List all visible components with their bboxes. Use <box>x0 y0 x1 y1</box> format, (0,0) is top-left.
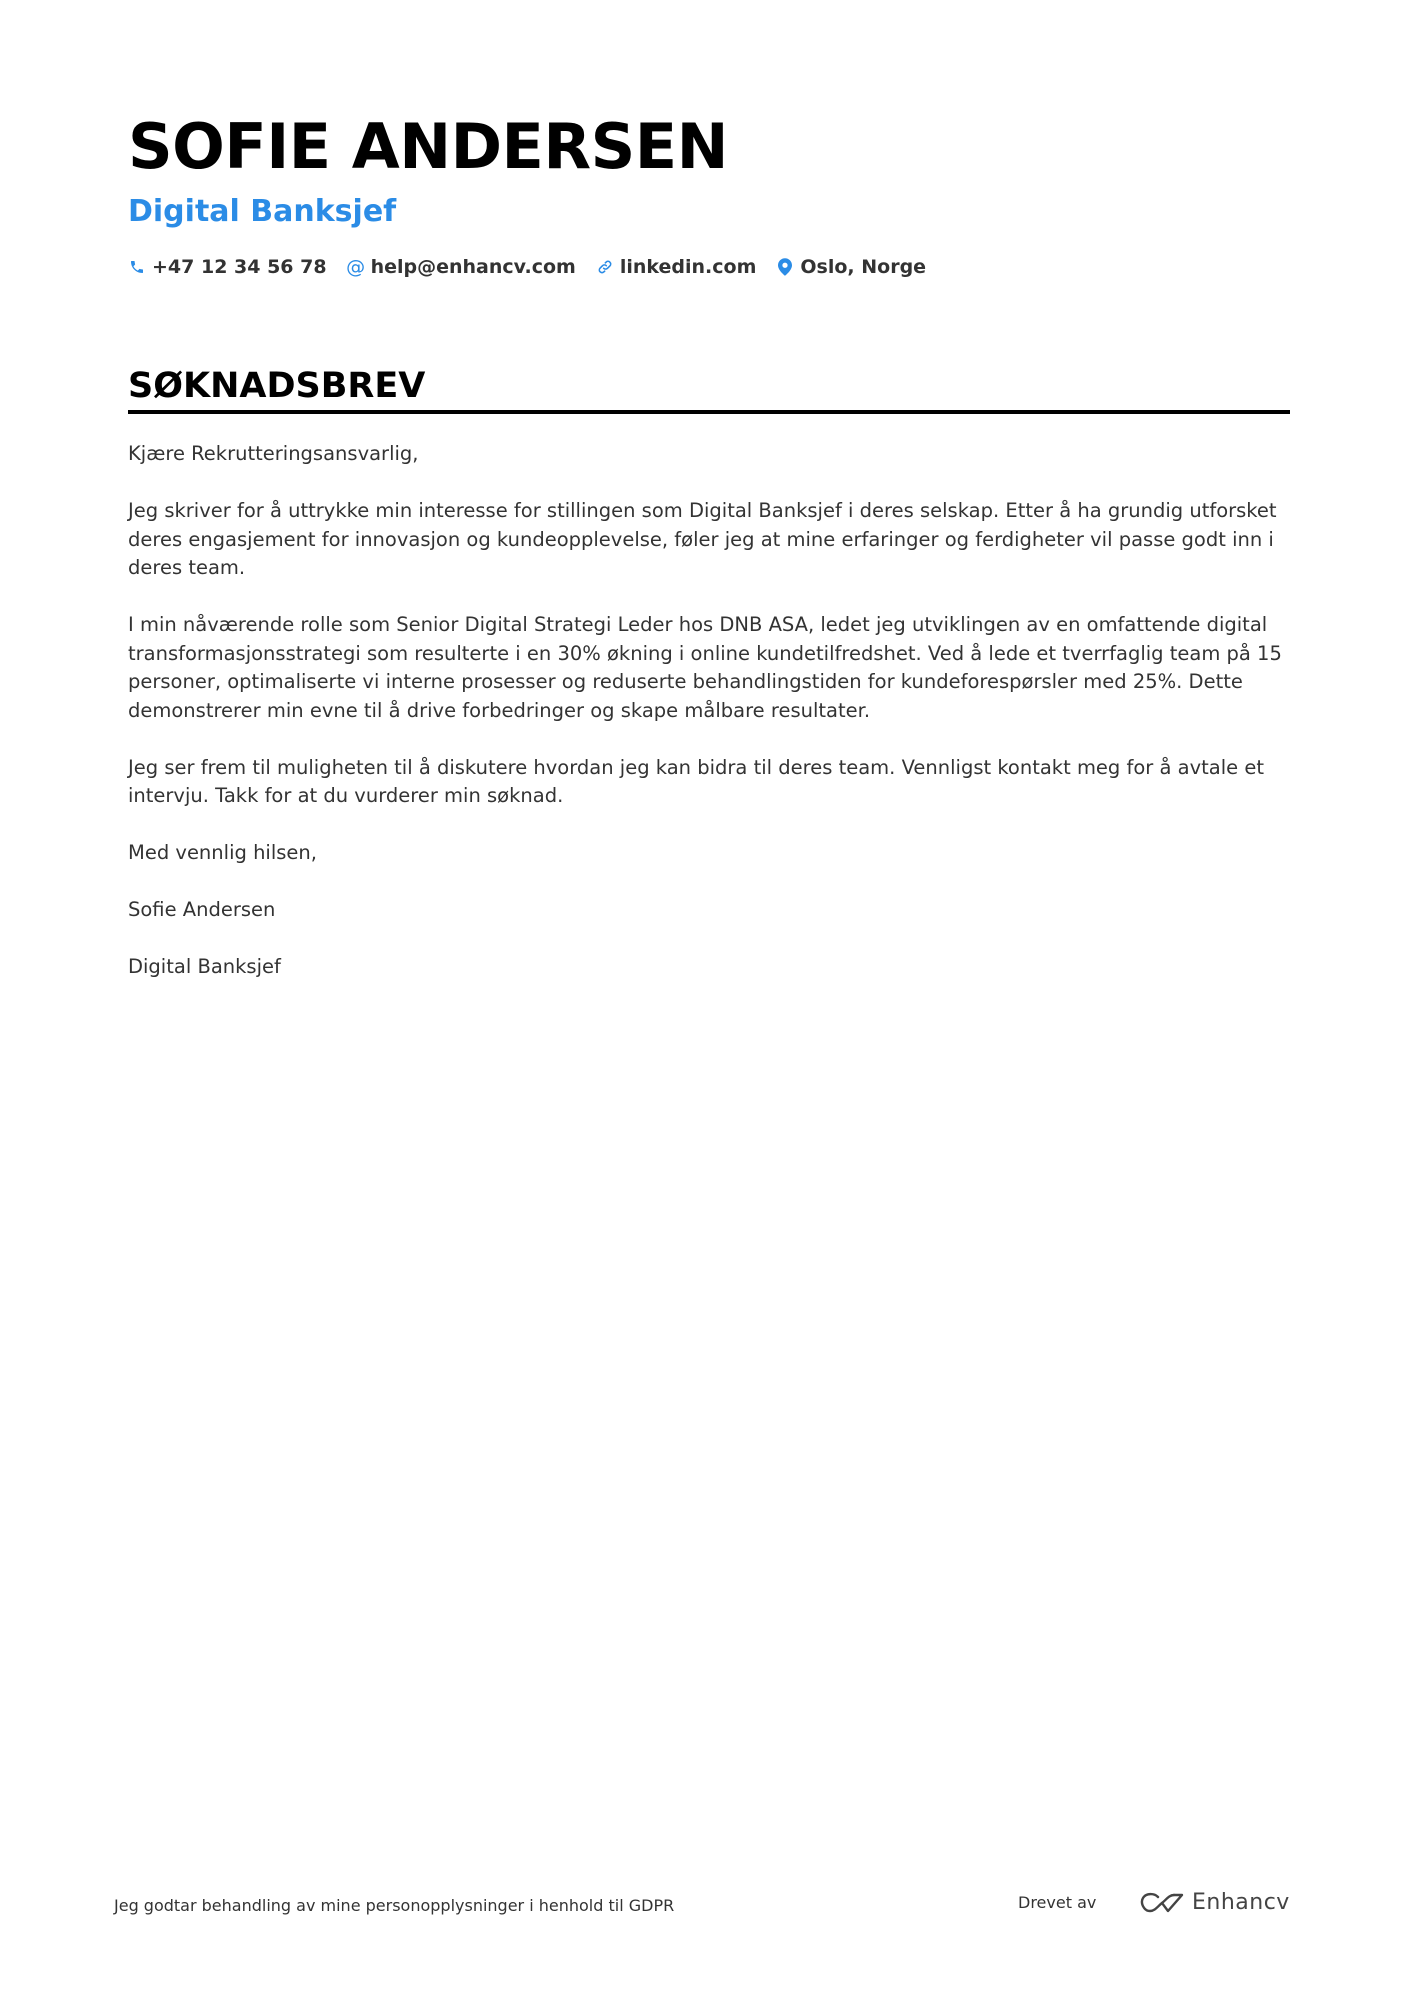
contact-location <box>776 256 926 278</box>
link-icon <box>596 257 614 277</box>
enhancv-brand-name: Enhancv <box>1192 1890 1290 1915</box>
letter-paragraph: Jeg ser frem til muligheten til å diskutere hvordan jeg kan bidra til deres team. Vennligst kontakt meg for å avtale et intervju. Takk for at du vurderer min søknad. <box>128 755 1265 807</box>
contact-email[interactable] <box>347 256 576 278</box>
contact-location-text: Oslo, Norge <box>800 256 927 278</box>
letter-salutation: Kjære Rekrutteringsansvarlig, <box>128 442 419 465</box>
letter-paragraph: Jeg skriver for å uttrykke min interesse for stillingen som Digital Banksjef i deres selskap. Etter å ha grundig utforsket deres engasjement for innovasjon og kundeopplevelse, føler jeg at mine erfaringer og ferdigheter vil passe godt inn i deres team. <box>128 499 1277 579</box>
letter-paragraph: I min nåværende rolle som Senior Digital Strategi Leder hos DNB ASA, ledet jeg utviklingen av en omfattende digital transformasjonsstrategi som resulterte i en 30% økning i online kundetilfredshet. Ved å lede et tverrfaglig team på 15 personer, optimaliserte vi interne prosesser og reduserte behandlingstiden for kundeforespørsler med 25%. Dette demonstrerer min evne til å drive forbedringer og skape målbare resultater. <box>128 613 1282 722</box>
contact-linkedin-text: linkedin.com <box>619 256 757 278</box>
gdpr-consent-text: Jeg godtar behandling av mine personopplysninger i henhold til GDPR <box>114 1896 675 1915</box>
section-divider <box>128 410 1290 414</box>
letter-closing: Med vennlig hilsen, <box>128 841 317 864</box>
section-title: SØKNADSBREV <box>128 366 426 406</box>
applicant-role: Digital Banksjef <box>128 194 397 229</box>
phone-icon <box>128 257 146 277</box>
powered-by-label: Drevet av <box>1018 1893 1097 1912</box>
applicant-name: SOFIE ANDERSEN <box>128 110 729 183</box>
contact-linkedin[interactable] <box>596 256 757 278</box>
signature-name: Sofie Andersen <box>128 898 276 921</box>
at-icon: @ <box>346 256 366 278</box>
signature-title: Digital Banksjef <box>128 955 281 978</box>
location-pin-icon <box>776 257 794 277</box>
letter-body <box>128 440 1290 1010</box>
contact-phone[interactable] <box>128 256 327 278</box>
enhancv-brand-link[interactable] <box>1138 1888 1290 1918</box>
contact-row <box>128 252 946 282</box>
enhancv-logo-icon <box>1138 1890 1186 1916</box>
contact-phone-text: +47 12 34 56 78 <box>152 256 327 278</box>
contact-email-text: help@enhancv.com <box>370 256 576 278</box>
